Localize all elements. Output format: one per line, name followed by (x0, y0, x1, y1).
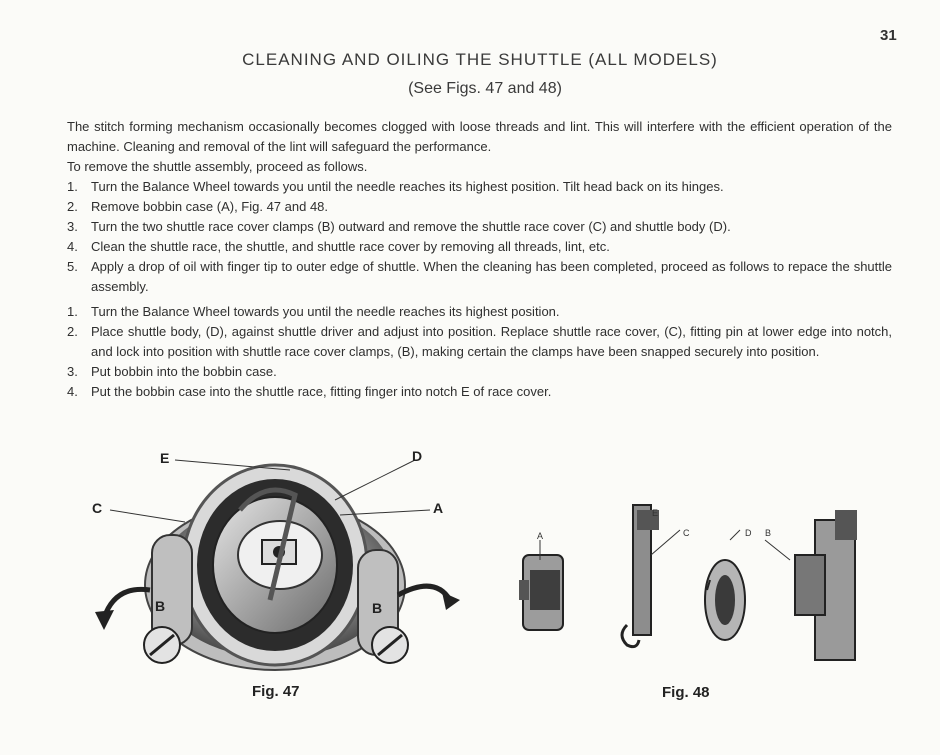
step-text: Turn the Balance Wheel towards you until the needle reaches its highest position. Tilt head back on its hinges. (91, 179, 724, 194)
step-number: 2. (67, 199, 78, 214)
step-number: 3. (67, 219, 78, 234)
list-item (67, 257, 892, 297)
step-text: Turn the Balance Wheel towards you until the needle reaches its highest position. (91, 304, 560, 319)
step-text: Remove bobbin case (A), Fig. 47 and 48. (91, 199, 329, 214)
page-subtitle: (See Figs. 47 and 48) (408, 80, 562, 97)
step-text: Place shuttle body, (D), against shuttle driver and adjust into position. Replace shuttle race cover, (C), fitting pin at lower edge into notch, and lock into position with shuttle race cover clamps, (B), making certain the clamps have been snapped securely into position. (91, 324, 892, 359)
step-text: Put bobbin into the bobbin case. (91, 364, 277, 379)
step-number: 2. (67, 324, 78, 339)
fig47-label-b-right: B (372, 600, 383, 616)
step-number: 4. (67, 384, 78, 399)
step-number: 1. (67, 304, 78, 319)
fig47-label-b-left: B (155, 598, 166, 614)
page-number: 31 (880, 27, 897, 44)
leader-line-d (730, 530, 740, 540)
fig48-label-c: C (683, 528, 690, 538)
fig48-label-a: A (537, 531, 544, 541)
fig47-label-d: D (412, 448, 423, 464)
list-item (67, 217, 892, 237)
step-number: 4. (67, 239, 78, 254)
left-arrowhead (95, 610, 114, 630)
step-number: 5. (67, 259, 78, 274)
leader-line-c (110, 510, 185, 522)
instructions-body (67, 117, 892, 402)
step-text: Clean the shuttle race, the shuttle, and shuttle race cover by removing all threads, lint, etc. (91, 239, 610, 254)
list-item (67, 302, 892, 322)
step-number: 3. (67, 364, 78, 379)
list-item (67, 197, 892, 217)
list-item (67, 237, 892, 257)
step-text: Put the bobbin case into the shuttle race, fitting finger into notch E of race cover. (91, 384, 552, 399)
leader-line-c (651, 530, 680, 555)
removal-steps-list (67, 177, 892, 297)
step-text: Turn the two shuttle race cover clamps (B) outward and remove the shuttle race cover (C) and shuttle body (D). (91, 219, 731, 234)
list-item (67, 177, 892, 197)
intro-lead: To remove the shuttle assembly, proceed as follows. (67, 159, 368, 174)
step-text: Apply a drop of oil with finger tip to outer edge of shuttle. When the cleaning has been completed, proceed as follows to repace the shuttle assembly. (91, 259, 892, 294)
fig48-exploded-parts-illustration (515, 500, 870, 675)
intro-paragraph: The stitch forming mechanism occasionally becomes clogged with loose threads and lint. This will interfere with the efficient operation of the machine. Cleaning and removal of the lint will safeguard the performance. (67, 119, 892, 154)
fig48-label-b: B (765, 528, 772, 538)
page-title: CLEANING AND OILING THE SHUTTLE (ALL MODELS) (242, 50, 718, 69)
fig47-label-a: A (433, 500, 444, 516)
list-item (67, 382, 892, 402)
fig48-caption: Fig. 48 (662, 684, 710, 701)
list-item (67, 362, 892, 382)
leader-line-b (765, 540, 790, 560)
list-item (67, 322, 892, 362)
leader-line-d (335, 460, 415, 500)
replace-steps-list (67, 302, 892, 402)
fig48-label-e: E (652, 508, 659, 518)
fig47-caption: Fig. 47 (252, 683, 300, 700)
fig47-shuttle-assembly-illustration (90, 440, 470, 680)
fig47-label-e: E (160, 450, 170, 466)
step-number: 1. (67, 179, 78, 194)
fig48-label-d: D (745, 528, 752, 538)
fig47-label-c: C (92, 500, 103, 516)
right-arrowhead (442, 592, 460, 610)
